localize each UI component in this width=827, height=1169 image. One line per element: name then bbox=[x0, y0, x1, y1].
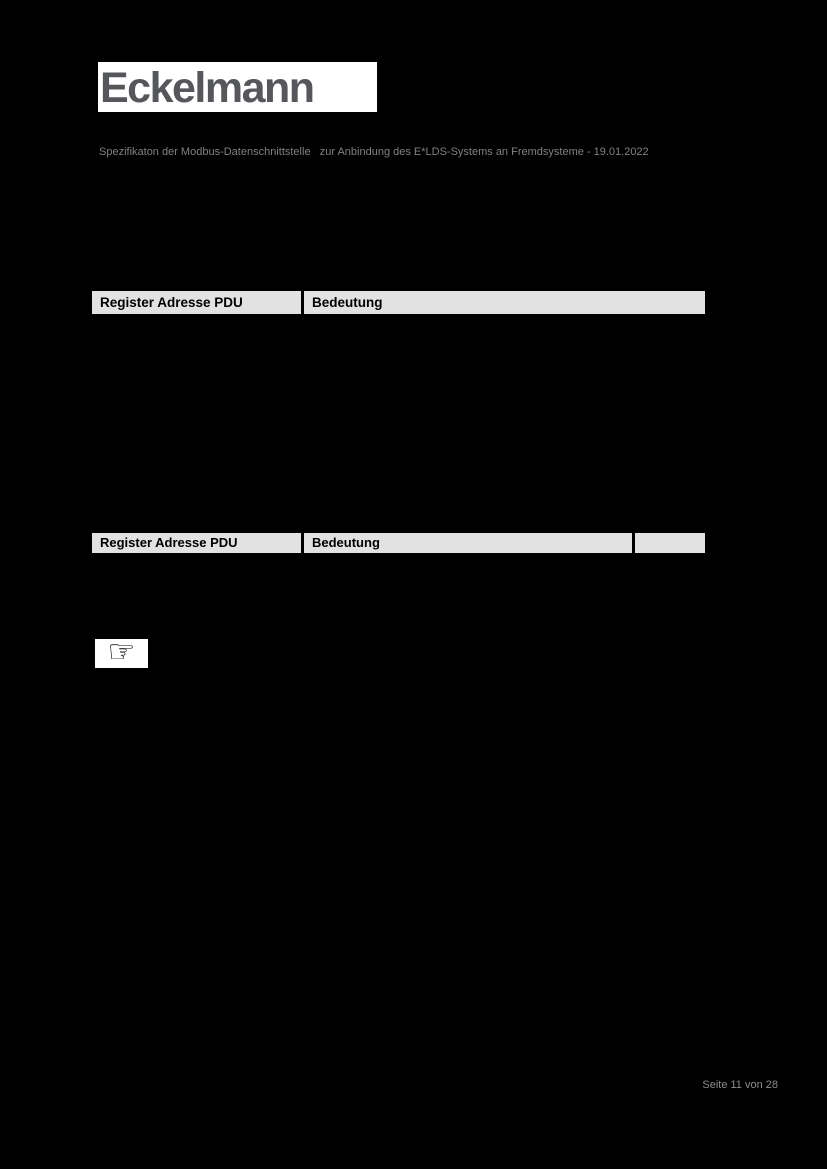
register-table-2-header-row bbox=[92, 533, 705, 553]
table1-col-header-register-adresse-pdu: Register Adresse PDU bbox=[92, 291, 304, 314]
eckelmann-logo bbox=[98, 62, 377, 112]
page-number-footer: Seite 11 von 28 bbox=[702, 1079, 778, 1091]
table2-col-header-register-adresse-pdu: Register Adresse PDU bbox=[92, 533, 304, 553]
logo-wordmark: Eckelmann bbox=[100, 64, 314, 112]
document-header-line: Spezifikaton der Modbus-Datenschnittstelle zur Anbindung des E*LDS-Systems an Fremdsysteme - 19.01.2022 bbox=[99, 146, 649, 158]
table2-col-header-empty bbox=[635, 533, 705, 553]
register-table-1-header-row bbox=[92, 291, 705, 314]
table1-col-header-bedeutung: Bedeutung bbox=[304, 291, 705, 314]
table2-col-header-bedeutung: Bedeutung bbox=[304, 533, 635, 553]
note-marker bbox=[95, 634, 148, 670]
pointing-hand-icon: ☞ bbox=[107, 634, 136, 670]
